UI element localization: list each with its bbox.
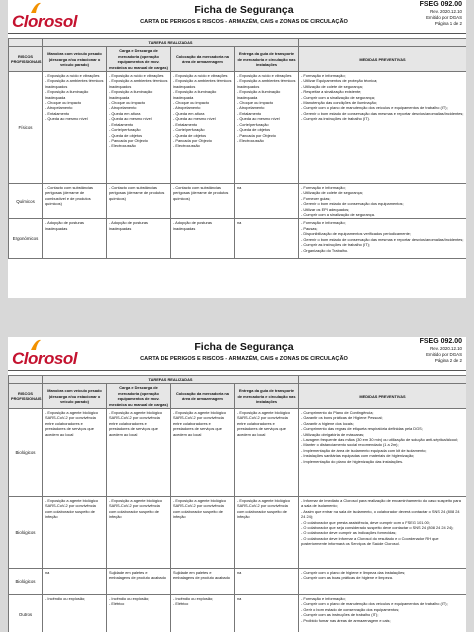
cell-line: - Adopção de posturas inadequadas <box>173 220 212 231</box>
cell-line: - Utilização obrigatória de máscaras; <box>301 431 365 437</box>
risk-category: Biológicos <box>9 497 43 569</box>
cell-line: - Exposição a ruído e vibrações <box>45 73 100 79</box>
cell-line: - Assim que entrar na sala de isolamento, o colaborador deverá contactar o SNS 24 (808 24 24 24); <box>301 508 460 520</box>
cell-line: - Garantir a higiene dos locais; <box>301 420 354 426</box>
cell-line: - Exposição a agente biológico SARS-CoV-2 por convivência entre colaboradores e prestadores de serviços que acedem ao local <box>237 410 290 437</box>
cell-line: - Cumprir com o plano de manutenção dos veículos e equipamentos de trabalho (IT); <box>301 601 448 607</box>
col-task-4: Entrega da guia de transporte de mercadoria e circulação nas instalações <box>235 384 299 409</box>
cell-line: - Queda ao mesmo nível <box>45 116 88 122</box>
cell-line: na <box>237 570 242 576</box>
cell-line: - Queda ao mesmo nível <box>237 116 280 122</box>
cell-line: - Exposição a iluminação inadequada <box>45 89 89 100</box>
cell-line: - Corte/perfuração <box>109 127 141 133</box>
cell-line: - Exposição a agente biológico SARS-CoV-2 por convivência entre colaboradores e prestadores de serviços que acedem ao local <box>173 410 226 437</box>
cell-line: - Lavagem frequente das mãos (30 em 30 min) ou utilização de solução anti-séptica/álcool; <box>301 437 459 443</box>
page-number: Página 2 de 2 <box>434 358 462 363</box>
cell-line: - Exposição a ambientes térmicos inadequados <box>45 78 104 89</box>
cell-line: - Utilização de colete de segurança; <box>301 83 363 89</box>
document-page-2 <box>8 337 466 632</box>
document-title: Ficha de Segurança <box>194 341 294 353</box>
table-body <box>9 72 467 259</box>
cell-line: - Cumprir as instruções de trabalho (IT). <box>301 116 371 122</box>
task-risk-cell <box>107 219 171 259</box>
cell-line: - Utilizar Equipamentos de proteção técnica; <box>301 78 378 84</box>
preventive-measures-cell <box>299 409 466 497</box>
cell-line: - Cumprir com as boas práticas de higiene e limpeza. <box>301 575 393 581</box>
document-title-block <box>104 4 384 25</box>
cell-line: - Garantir os bons práticas de Higiene Pessoal; <box>301 415 383 421</box>
cell-line: - Cumprir com a sinalização de segurança; <box>301 94 375 100</box>
cell-line: - Atropelamento <box>45 105 73 111</box>
task-risk-cell <box>107 409 171 497</box>
task-risk-cell <box>43 497 107 569</box>
cell-line: - Corte/perfuração <box>237 121 269 127</box>
cell-line: - Exposição a ruído e vibrações <box>109 73 164 79</box>
table-row <box>9 409 467 497</box>
cell-line: - Cumprimento do Plano de Contingência; <box>301 410 374 416</box>
table-body <box>9 409 467 632</box>
col-riscos: RISCOS PROFISSIONAIS <box>9 47 43 72</box>
cell-line: - Queda em altura <box>109 110 141 116</box>
cell-line: - Incêndio ou explosão; <box>109 596 150 602</box>
cell-line: - Gerenir o bom estado de conservação das mesmas e reportar desvios/anomalias/incidentes; <box>301 110 464 116</box>
cell-line: - Queda ao mesmo nível <box>109 116 152 122</box>
cell-line: na <box>45 570 50 576</box>
cell-line: - Exposição a ruído e vibrações <box>173 73 228 79</box>
cell-line: Sujidade em paletes e embalagens de produto acabado <box>173 570 230 581</box>
cell-line: - Atropelamento <box>109 105 137 111</box>
cell-line: - Exposição a iluminação inadequada <box>237 89 281 100</box>
cell-line: - Entalamento <box>173 121 198 127</box>
cell-line: - Organização do Trabalho. <box>301 247 349 253</box>
document-subtitle: CARTA DE PERIGOS E RISCOS - ARMAZÉM, CAIS e ZONAS DE CIRCULAÇÃO <box>140 19 348 25</box>
cell-line: - O colaborador que seja considerado suspeito deve contactar o SNS 24 (808 24 24 24); <box>301 525 454 531</box>
cell-line: - Utilizar os EPI adequados; <box>301 206 350 212</box>
risk-category: Químicos <box>9 184 43 219</box>
cell-line: - Adopção de posturas inadequadas <box>45 220 84 231</box>
preventive-measures-cell <box>299 72 466 184</box>
cell-line: - Elétrico <box>173 601 189 607</box>
task-risk-cell <box>107 569 171 595</box>
table-row <box>9 595 467 632</box>
cell-line: - Atropelamento <box>237 105 265 111</box>
cell-line: - Exposição a agente biológico SARS-CoV-2 por convivência entre colaboradores e prestadores de serviços que acedem ao local <box>45 410 98 437</box>
task-risk-cell <box>43 184 107 219</box>
cell-line: - Fornecer guias; <box>301 195 331 201</box>
document-meta <box>392 1 462 27</box>
task-risk-cell <box>235 595 299 632</box>
cell-line: - Choque ou impacto <box>109 100 146 106</box>
col-riscos: RISCOS PROFISSIONAIS <box>9 384 43 409</box>
cell-line: - Entalamento <box>237 110 262 116</box>
cell-line: - Electrocussão <box>109 143 136 149</box>
risk-category: Ergonómicos <box>9 219 43 259</box>
col-task-2: Carga e Descarga de mercadoria (operação equipamentos de mov. mecânica ou manual de cargas) <box>107 47 171 72</box>
document-meta <box>392 338 462 364</box>
cell-line: - Exposição a ambientes térmicos inadequados <box>173 78 232 89</box>
cell-line: - Queda de objetos <box>237 127 271 133</box>
cell-line: - Exposição a agente biológico SARS-CoV-2 por convivência com colaborador suspeito de infeção <box>45 498 98 520</box>
task-risk-cell <box>107 184 171 219</box>
cell-line: - Electrocussão <box>173 143 200 149</box>
cell-line: - Adopção de posturas inadequadas <box>109 220 148 231</box>
company-logo <box>12 341 102 367</box>
document-page-1 <box>8 0 466 298</box>
table-row <box>9 184 467 219</box>
document-title: Ficha de Segurança <box>194 4 294 16</box>
task-risk-cell <box>107 497 171 569</box>
col-task-4: Entrega da guia de transporte de mercadoria e circulação nas instalações <box>235 47 299 72</box>
task-risk-cell <box>43 72 107 184</box>
task-risk-cell <box>43 595 107 632</box>
cell-line: - Queda de objetos <box>109 132 143 138</box>
cell-line: - Pancada por Objecto <box>237 132 276 138</box>
col-task-3: Colocação da mercadoria na área de armazenagem <box>171 384 235 409</box>
cell-line: - Exposição a agente biológico SARS-CoV-2 por convivência entre colaboradores e prestadores de serviços que acedem ao local <box>109 410 162 437</box>
issued-by: Emitido por DGAS <box>426 352 462 357</box>
risk-category: Outros <box>9 595 43 632</box>
cell-line: - Atropelamento <box>173 105 201 111</box>
cell-line: - Contacto com substâncias perigosas (derrame de produtos químicos) <box>173 185 229 201</box>
cell-line: - O colaborador que presta assistência, deve cumprir com o FSEG 101.00; <box>301 519 430 525</box>
preventive-measures-cell <box>299 595 466 632</box>
cell-line: - Formação e informação; <box>301 596 346 602</box>
cell-line: - Cumprir com o plano de higiene e limpeza das instalações; <box>301 570 406 576</box>
cell-line: - Gerenir o bom estado de conservação das mesmas e reportar desvios/anomalias/incidentes; <box>301 236 464 242</box>
task-risk-cell <box>43 219 107 259</box>
cell-line: - Pancada por Objecto <box>109 137 148 143</box>
cell-line: - Queda em altura <box>173 110 205 116</box>
task-risk-cell <box>171 219 235 259</box>
cell-line: - Informar de imediato a Clorosol para realização de encaminhamento do caso suspeito para a sala de isolamento; <box>301 498 461 509</box>
risk-category: Físicos <box>9 72 43 184</box>
table-row <box>9 569 467 595</box>
task-risk-cell <box>171 497 235 569</box>
cell-line: Sujidade em paletes e embalagens de produto acabado <box>109 570 166 581</box>
col-task-2: Carga e Descarga de mercadoria (operação equipamentos de mov. mecânica ou manual de cargas) <box>107 384 171 409</box>
task-risk-cell <box>235 569 299 595</box>
table-row <box>9 497 467 569</box>
cell-line: - Choque ou impacto <box>237 100 274 106</box>
tarefas-header: TAREFAS REALIZADAS <box>43 376 299 384</box>
cell-line: - Cumprimento das regras de etiqueta respiratória definidas pela DGS; <box>301 426 423 432</box>
task-risk-cell <box>235 72 299 184</box>
task-risk-cell <box>43 409 107 497</box>
cell-line: - Formação e informação; <box>301 73 346 79</box>
cell-line: na <box>237 596 242 602</box>
cell-line: - Manter o distanciamento social recomendado (1 a 2m); <box>301 442 399 448</box>
cell-line: - Implementação do plano de higienização das instalações. <box>301 458 404 464</box>
task-risk-cell <box>171 184 235 219</box>
cell-line: - Instalações sanitárias equipadas com materiais de higienização; <box>301 453 415 459</box>
cell-line: na <box>237 185 242 191</box>
cell-line: - Manutenção das condições de iluminação; <box>301 100 377 106</box>
cell-line: - Queda de objetos <box>173 132 207 138</box>
cell-line: - Elétrico <box>109 601 125 607</box>
cell-line: - Choque ou impacto <box>173 100 210 106</box>
task-risk-cell <box>43 569 107 595</box>
cell-line: - O colaborador deve cumprir as indicações fornecidas; <box>301 530 397 536</box>
cell-line: - Utilização de colete de segurança; <box>301 190 363 196</box>
cell-line: - Exposição a iluminação inadequada <box>109 89 153 100</box>
task-risk-cell <box>235 409 299 497</box>
cell-line: - Gerenir o bom estado de conservação dos equipamentos; <box>301 201 404 207</box>
col-task-1: Manobra com veículo pesado (descarga e/ou estacionar o veículo parado) <box>43 384 107 409</box>
cell-line: - Exposição a agente biológico SARS-CoV-2 por convivência com colaborador suspeito de infeção <box>237 498 290 520</box>
cell-line: - Contacto com substâncias perigosas (derrame de combustível e de produtos químicos) <box>45 185 94 207</box>
risk-category: Biológicos <box>9 569 43 595</box>
preventive-measures-cell <box>299 219 466 259</box>
cell-line: - Incêndio ou explosão; <box>45 596 86 602</box>
table-row <box>9 72 467 184</box>
cell-line: - Pausas; <box>301 225 318 231</box>
cell-line: - Formação e informação; <box>301 220 346 226</box>
cell-line: - Choque ou impacto <box>45 100 82 106</box>
issued-by: Emitido por DGAS <box>426 15 462 20</box>
logo-text: Clorosol <box>12 12 77 31</box>
cell-line: - Cumprir com o plano de manutenção dos veículos e equipamentos de trabalho (IT); <box>301 105 448 111</box>
preventive-measures-cell <box>299 184 466 219</box>
page-number: Página 1 de 2 <box>434 21 462 26</box>
task-risk-cell <box>235 219 299 259</box>
risk-category: Biológicos <box>9 409 43 497</box>
cell-line: - Entalamento <box>45 110 70 116</box>
col-medidas: MEDIDAS PREVENTIVAS <box>299 47 466 72</box>
task-risk-cell <box>171 595 235 632</box>
cell-line: - Exposição a ruído e vibrações <box>237 73 292 79</box>
cell-line: - Contacto com substâncias perigosas (derrame de produtos químicos) <box>109 185 165 201</box>
cell-line: - Cumprir com as instruções de trabalho (IT); <box>301 612 379 618</box>
company-logo <box>12 4 102 30</box>
cell-line: - Formação e informação; <box>301 185 346 191</box>
table-row <box>9 219 467 259</box>
col-medidas: MEDIDAS PREVENTIVAS <box>299 384 466 409</box>
cell-line: - Implementação de área de isolamento equipada com kit de isolamento; <box>301 447 427 453</box>
cell-line: - Exposição a iluminação inadequada <box>173 89 217 100</box>
task-risk-cell <box>171 569 235 595</box>
cell-line: - Corte/perfuração <box>173 127 205 133</box>
revision: Rev. 2020.12.10 <box>430 346 462 351</box>
cell-line: - Pancada por Objecto <box>173 137 212 143</box>
tarefas-header: TAREFAS REALIZADAS <box>43 39 299 47</box>
cell-line: - Proibido fumar nas áreas de armazenagem e cais; <box>301 617 391 623</box>
col-task-1: Manobra com veículo pesado (descarga e/ou estacionar o veículo parado) <box>43 47 107 72</box>
cell-line: na <box>237 220 242 226</box>
page-header <box>8 0 466 34</box>
task-risk-cell <box>171 72 235 184</box>
task-risk-cell <box>107 595 171 632</box>
document-code: FSEG 092.00 <box>419 338 462 345</box>
risk-table <box>8 38 466 259</box>
task-risk-cell <box>235 184 299 219</box>
cell-line: - O colaborador deve informar a Clorosol do resultado e o Coordenador RH que posteriormente informará os Serviços de Saúde Clorosol. <box>301 535 439 547</box>
document-code: FSEG 092.00 <box>419 1 462 8</box>
cell-line: - Cumprir as instruções de trabalho (IT); <box>301 242 371 248</box>
preventive-measures-cell <box>299 497 466 569</box>
task-risk-cell <box>107 72 171 184</box>
risk-table <box>8 375 466 632</box>
cell-line: - Exposição a agente biológico SARS-CoV-2 por convivência com colaborador suspeito de infeção <box>109 498 162 520</box>
cell-line: - Gerir o bom estado de conservação dos equipamentos; <box>301 606 400 612</box>
cell-line: - Cumprir com a sinalização de segurança. <box>301 212 375 218</box>
cell-line: - Respeitar a sinalização existente; <box>301 89 362 95</box>
cell-line: - Queda ao mesmo nível <box>173 116 216 122</box>
cell-line: - Exposição a ambientes térmicos inadequados <box>109 78 168 89</box>
document-title-block <box>104 341 384 362</box>
cell-line: - Exposição a ambientes térmicos inadequados <box>237 78 296 89</box>
task-risk-cell <box>235 497 299 569</box>
document-subtitle: CARTA DE PERIGOS E RISCOS - ARMAZÉM, CAIS e ZONAS DE CIRCULAÇÃO <box>140 356 348 362</box>
page-header <box>8 337 466 371</box>
task-risk-cell <box>171 409 235 497</box>
cell-line: - Disponibilização de equipamentos verificados periodicamente; <box>301 231 411 237</box>
col-task-3: Colocação da mercadoria na área de armazenagem <box>171 47 235 72</box>
cell-line: - Exposição a agente biológico SARS-CoV-2 por convivência com colaborador suspeito de infeção <box>173 498 226 520</box>
cell-line: - Incêndio ou explosão; <box>173 596 214 602</box>
cell-line: - Electrocussão <box>237 137 264 143</box>
preventive-measures-cell <box>299 569 466 595</box>
cell-line: - Entalamento <box>109 121 134 127</box>
revision: Rev. 2020.12.10 <box>430 9 462 14</box>
logo-text: Clorosol <box>12 349 77 368</box>
